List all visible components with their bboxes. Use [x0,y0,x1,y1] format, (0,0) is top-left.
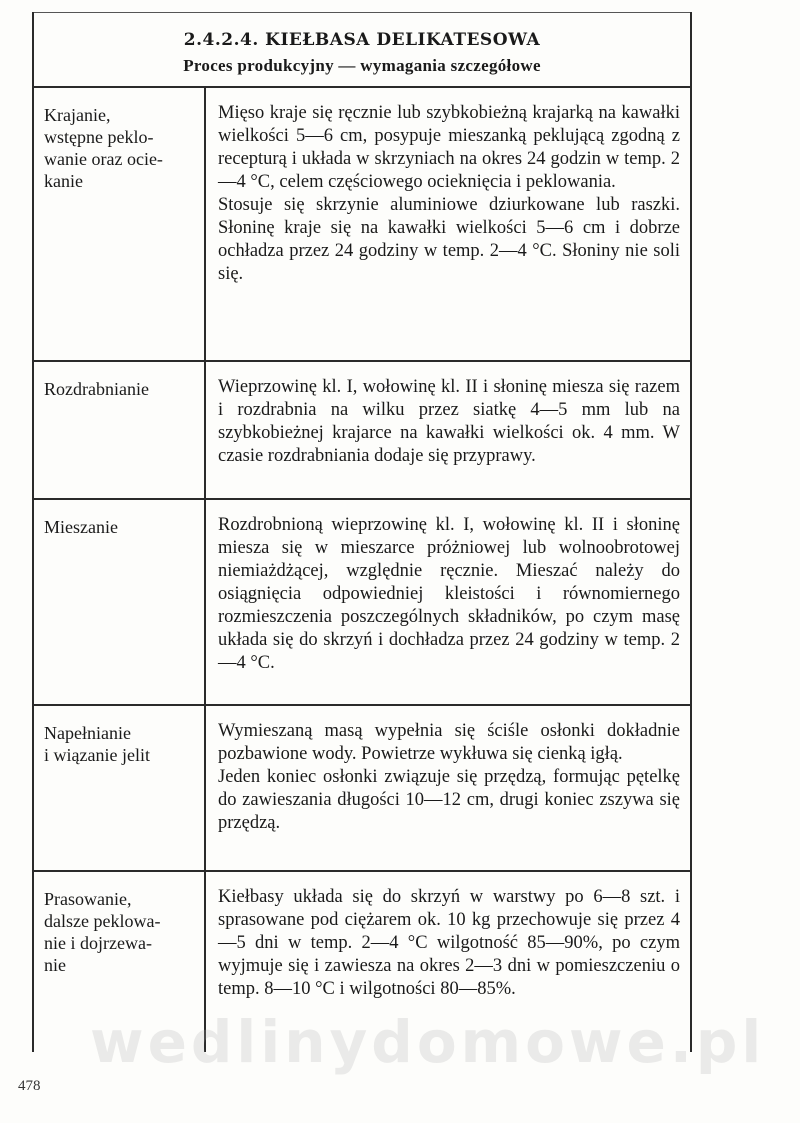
column-divider [204,88,206,360]
description-paragraph: Jeden koniec osłonki związuje się przędzą, formując pętelkę do zawieszania długości 10—12 cm, drugi koniec zszywa się przędzą. [218,767,680,833]
table-row-napelnianie [34,706,690,872]
table-row-rozdrabnianie [34,362,690,500]
step-description [218,886,680,1001]
step-name: Prasowanie, dalsze peklowa- nie i dojrzewa- nie [44,889,161,975]
step-name: Rozdrabnianie [44,379,149,399]
description-paragraph: Stosuje się skrzynie aluminiowe dziurkowane lub raszki. Słoninę kraje się na kawałki wielkości 5—6 cm i dobrze ochładza przez 24 godziny w temp. 2—4 °C. Słoniny nie soli się. [218,195,680,284]
description-paragraph: Kiełbasy układa się do skrzyń w warstwy po 6—8 szt. i sprasowane pod ciężarem ok. 10 kg przechowuje się przez 4—5 dni w temp. 2—4 °C wilgotność 85—90%, po czym wyjmuje się i zawiesza na okres 2—3 dni w pomieszczeniu o temp. 8—10 °C i wilgotności 80—85%. [218,887,680,999]
page-number: 478 [18,1078,41,1094]
description-paragraph: Wymieszaną masą wypełnia się ściśle osłonki dokładnie pozbawione wody. Powietrze wykłuwa się cienką igłą. [218,721,680,764]
step-description [218,102,680,286]
column-divider [204,362,206,498]
site-watermark: wedlinydomowe.pl [90,1008,766,1076]
step-description [218,720,680,835]
step-name: Krajanie, wstępne peklo- wanie oraz ocie- kanie [44,105,163,191]
process-table [32,12,692,1052]
table-row-krajanie [34,88,690,362]
step-description [218,514,680,675]
column-divider [204,706,206,870]
step-name: Mieszanie [44,517,118,537]
description-paragraph: Mięso kraje się ręcznie lub szybkobieżną krajarką na kawałki wielkości 5—6 cm, posypuje mieszanką peklującą zgodną z recepturą i układa w skrzyniach na okres 24 godzin w temp. 2—4 °C, celem częściowego ocieknięcia i peklowania. [218,103,680,192]
table-header [34,12,690,88]
step-description [218,376,680,468]
section-title: 2.4.2.4. KIEŁBASA DELIKATESOWA [183,30,541,50]
column-divider [204,500,206,704]
section-subtitle: Proces produkcyjny — wymagania szczegółowe [183,56,541,75]
table-row-mieszanie [34,500,690,706]
description-paragraph: Rozdrobnioną wieprzowinę kl. I, wołowinę kl. II i słoninę miesza się w mieszarce próżniowej lub wolnoobrotowej niemiażdżącej, względnie ręcznie. Mieszać należy do osiągnięcia odpowiedniej kleistości i równomiernego rozmieszczenia poszczególnych składników, po czym masę układa się do skrzyń i dochładza przez 24 godziny w temp. 2—4 °C. [218,515,680,673]
step-name: Napełnianie i wiązanie jelit [44,723,150,765]
description-paragraph: Wieprzowinę kl. I, wołowinę kl. II i słoninę miesza się razem i rozdrabnia na wilku przez siatkę 4—5 mm lub na szybkobieżnej krajarce na kawałki wielkości ok. 4 mm. W czasie rozdrabniania dodaje się przyprawy. [218,377,680,466]
